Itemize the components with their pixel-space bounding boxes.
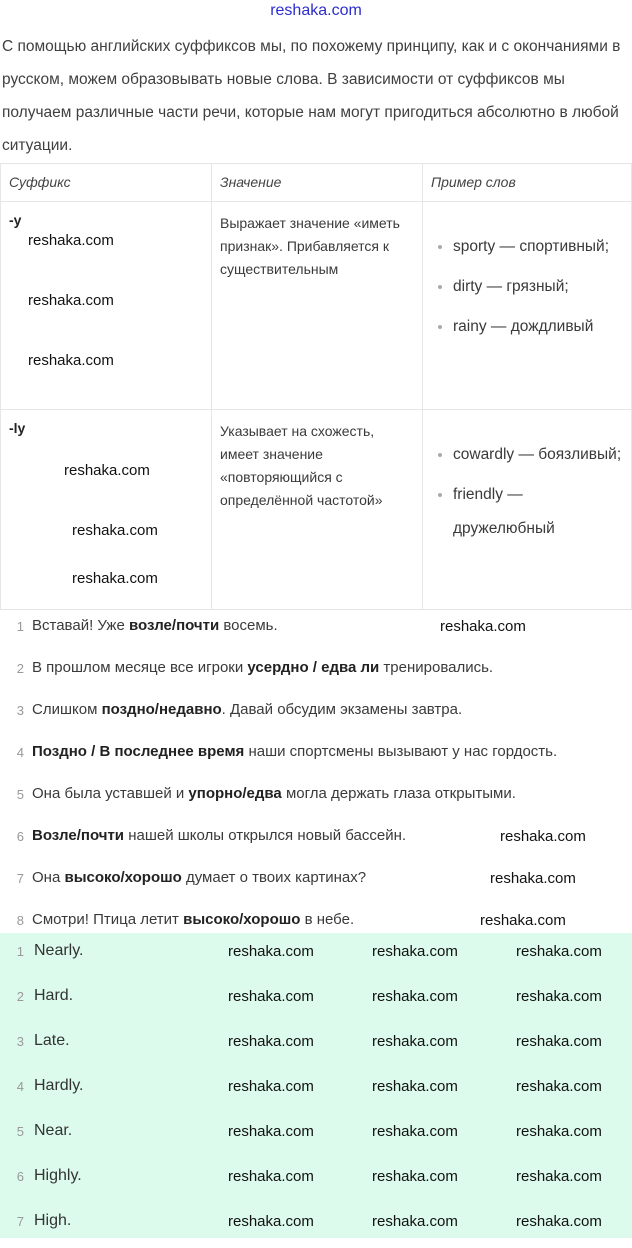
header-suffix: Суффикс xyxy=(1,164,212,202)
watermark-text: reshaka.com xyxy=(228,1033,314,1050)
watermark-text: reshaka.com xyxy=(72,570,158,587)
watermark-text: reshaka.com xyxy=(516,1033,602,1050)
watermark-text: reshaka.com xyxy=(440,618,526,635)
item-number: 5 xyxy=(16,787,24,802)
suffix-cell: -y xyxy=(1,202,212,410)
meaning-cell: Указывает на схожесть, имеет значение «повторяющийся с определённой частотой» xyxy=(212,410,423,610)
suffix-table xyxy=(0,163,632,610)
watermark-text: reshaka.com xyxy=(228,1078,314,1095)
site-header-link[interactable]: reshaka.com xyxy=(270,2,362,19)
text-pre: Она была уставшей и xyxy=(32,785,189,802)
item-number: 3 xyxy=(16,703,24,718)
watermark-text: reshaka.com xyxy=(372,988,458,1005)
watermark-text: reshaka.com xyxy=(228,1123,314,1140)
watermark-text: reshaka.com xyxy=(372,1168,458,1185)
watermark-text: reshaka.com xyxy=(372,1213,458,1230)
watermark-text: reshaka.com xyxy=(480,912,566,929)
text-pre: В прошлом месяце все игроки xyxy=(32,659,248,676)
exercise-item xyxy=(0,694,632,736)
watermark-text: reshaka.com xyxy=(372,943,458,960)
answer-number: 1 xyxy=(16,944,24,959)
exercise-item xyxy=(0,610,632,652)
watermark-text: reshaka.com xyxy=(516,1168,602,1185)
watermark-text: reshaka.com xyxy=(516,988,602,1005)
answer-text: Late. xyxy=(34,1032,70,1049)
examples-cell xyxy=(423,202,632,410)
watermark-text: reshaka.com xyxy=(516,943,602,960)
answer-text: Hardly. xyxy=(34,1077,84,1094)
table-header xyxy=(1,164,632,202)
watermark-text: reshaka.com xyxy=(28,232,114,249)
answer-text: High. xyxy=(34,1212,72,1229)
item-number: 8 xyxy=(16,913,24,928)
answer-number: 3 xyxy=(16,1034,24,1049)
watermark-text: reshaka.com xyxy=(228,988,314,1005)
exercise-list xyxy=(0,610,632,946)
answer-number: 5 xyxy=(16,1124,24,1139)
item-text xyxy=(32,743,557,760)
item-text xyxy=(32,785,516,802)
meaning-cell: Выражает значение «иметь признак». Прибавляется к существительным xyxy=(212,202,423,410)
watermark-text: reshaka.com xyxy=(516,1213,602,1230)
text-choice: Поздно / В последнее время xyxy=(32,743,245,760)
answer-text: Near. xyxy=(34,1122,73,1139)
watermark-text: reshaka.com xyxy=(228,943,314,960)
text-post: . Давай обсудим экзамены завтра. xyxy=(221,701,463,718)
answer-number: 4 xyxy=(16,1079,24,1094)
header-meaning: Значение xyxy=(212,164,423,202)
watermark-text: reshaka.com xyxy=(490,870,576,887)
text-post: могла держать глаза открытыми. xyxy=(281,785,516,802)
text-choice: возле/почти xyxy=(128,617,220,634)
example-item: • rainy — дождливый xyxy=(453,310,623,344)
item-text xyxy=(32,827,406,844)
watermark-text: reshaka.com xyxy=(516,1123,602,1140)
answer-text: Nearly. xyxy=(34,942,84,959)
answer-text: Highly. xyxy=(34,1167,82,1184)
text-post: наши спортсмены вызывают у нас гордость. xyxy=(244,743,558,760)
text-post: восемь. xyxy=(219,617,278,634)
header-examples: Пример слов xyxy=(423,164,632,202)
watermark-text: reshaka.com xyxy=(28,352,114,369)
text-pre: Смотри! Птица летит xyxy=(32,911,184,928)
item-text xyxy=(32,701,462,718)
answer-number: 2 xyxy=(16,989,24,1004)
text-post: нашей школы открылся новый бассейн. xyxy=(124,827,407,844)
text-post: тренировались. xyxy=(379,659,494,676)
watermark-text: reshaka.com xyxy=(372,1123,458,1140)
item-text xyxy=(32,911,354,928)
item-number: 2 xyxy=(16,661,24,676)
watermark-text: reshaka.com xyxy=(372,1033,458,1050)
text-choice: упорно/едва xyxy=(188,785,282,802)
exercise-item xyxy=(0,778,632,820)
example-item: • friendly — дружелюбный xyxy=(453,478,623,546)
example-item: • dirty — грязный; xyxy=(453,270,623,304)
text-pre: Слишком xyxy=(32,701,102,718)
item-number: 4 xyxy=(16,745,24,760)
exercise-item xyxy=(0,736,632,778)
watermark-text: reshaka.com xyxy=(72,522,158,539)
answer-text: Hard. xyxy=(34,987,74,1004)
text-choice: усердно / едва ли xyxy=(247,659,380,676)
text-choice: высоко/хорошо xyxy=(183,911,301,928)
suffix-cell: -ly xyxy=(1,410,212,610)
watermark-text: reshaka.com xyxy=(372,1078,458,1095)
text-choice: поздно/недавно xyxy=(101,701,222,718)
text-pre: Вставай! Уже xyxy=(32,617,129,634)
example-item: • sporty — спортивный; xyxy=(453,230,623,264)
item-number: 1 xyxy=(16,619,24,634)
examples-cell xyxy=(423,410,632,610)
watermark-text: reshaka.com xyxy=(516,1078,602,1095)
watermark-text: reshaka.com xyxy=(500,828,586,845)
watermark-text: reshaka.com xyxy=(28,292,114,309)
text-choice: Возле/почти xyxy=(32,827,125,844)
item-text xyxy=(32,659,493,676)
text-choice: высоко/хорошо xyxy=(64,869,182,886)
watermark-text: reshaka.com xyxy=(228,1168,314,1185)
text-pre: Она xyxy=(32,869,65,886)
answer-number: 7 xyxy=(16,1214,24,1229)
item-text xyxy=(32,869,366,886)
item-text xyxy=(32,617,278,634)
example-item: • cowardly — боязливый; xyxy=(453,438,623,472)
intro-paragraph: С помощью английских суффиксов мы, по похожему принципу, как и с окончаниями в русском, можем образовывать новые слова. В зависимости от суффиксов мы получаем различные части речи, которые нам могут пригодиться абсолютно в любой ситуации. xyxy=(2,38,621,154)
exercise-item xyxy=(0,652,632,694)
answer-number: 6 xyxy=(16,1169,24,1184)
text-post: думает о твоих картинах? xyxy=(181,869,367,886)
item-number: 7 xyxy=(16,871,24,886)
watermark-text: reshaka.com xyxy=(64,462,150,479)
text-post: в небе. xyxy=(300,911,355,928)
item-number: 6 xyxy=(16,829,24,844)
watermark-text: reshaka.com xyxy=(228,1213,314,1230)
